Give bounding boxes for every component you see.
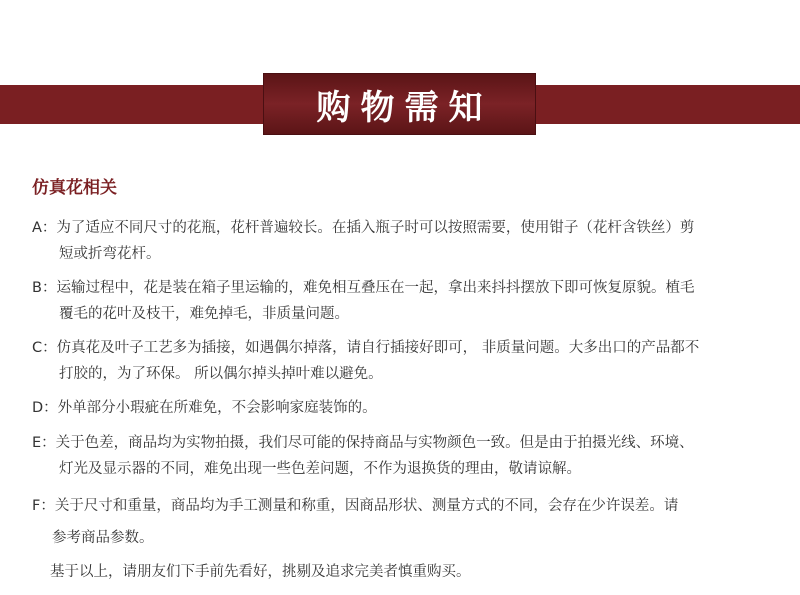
notice-item-b <box>32 275 694 327</box>
notice-item-text: F：关于尺寸和重量，商品均为手工测量和称重，因商品形状、测量方式的不同，会存在少许误差。请 <box>32 498 679 514</box>
notice-item-e <box>32 430 694 482</box>
banner-title: 购物需知 <box>316 87 493 128</box>
notice-item-text: C：仿真花及叶子工艺多为插接，如遇偶尔掉落，请自行插接好即可， 非质量问题。大多出口的产品都不 <box>32 340 700 356</box>
notice-item-text: D：外单部分小瑕疵在所难免，不会影响家庭装饰的。 <box>32 400 377 416</box>
notice-item-continuation: 打胶的，为了环保。 所以偶尔掉头掉叶难以避免。 <box>59 366 383 382</box>
notice-item-continuation: 参考商品参数。 <box>52 530 154 546</box>
notice-item-text: E：关于色差，商品均为实物拍摄，我们尽可能的保持商品与实物颜色一致。但是由于拍摄光线、环境、 <box>32 435 694 451</box>
notice-item-continuation: 灯光及显示器的不同，难免出现一些色差问题，不作为退换货的理由，敬请谅解。 <box>59 461 581 477</box>
notice-item-continuation: 覆毛的花叶及枝干，难免掉毛，非质量问题。 <box>59 306 349 322</box>
header-banner <box>263 73 536 135</box>
footer-note: 基于以上，请朋友们下手前先看好，挑剔及追求完美者慎重购买。 <box>50 564 471 580</box>
notice-item-text: B：运输过程中，花是装在箱子里运输的，难免相互叠压在一起，拿出来抖抖摆放下即可恢复原貌。植毛 <box>32 280 695 296</box>
notice-item-d <box>32 395 377 421</box>
notice-item-a <box>32 215 694 267</box>
notice-item-c <box>32 335 699 387</box>
notice-item-f <box>32 490 678 554</box>
section-title: 仿真花相关 <box>32 178 117 198</box>
notice-item-continuation: 短或折弯花杆。 <box>59 246 161 262</box>
notice-item-text: A：为了适应不同尺寸的花瓶，花杆普遍较长。在插入瓶子时可以按照需要，使用钳子（花杆含铁丝）剪 <box>32 220 695 236</box>
